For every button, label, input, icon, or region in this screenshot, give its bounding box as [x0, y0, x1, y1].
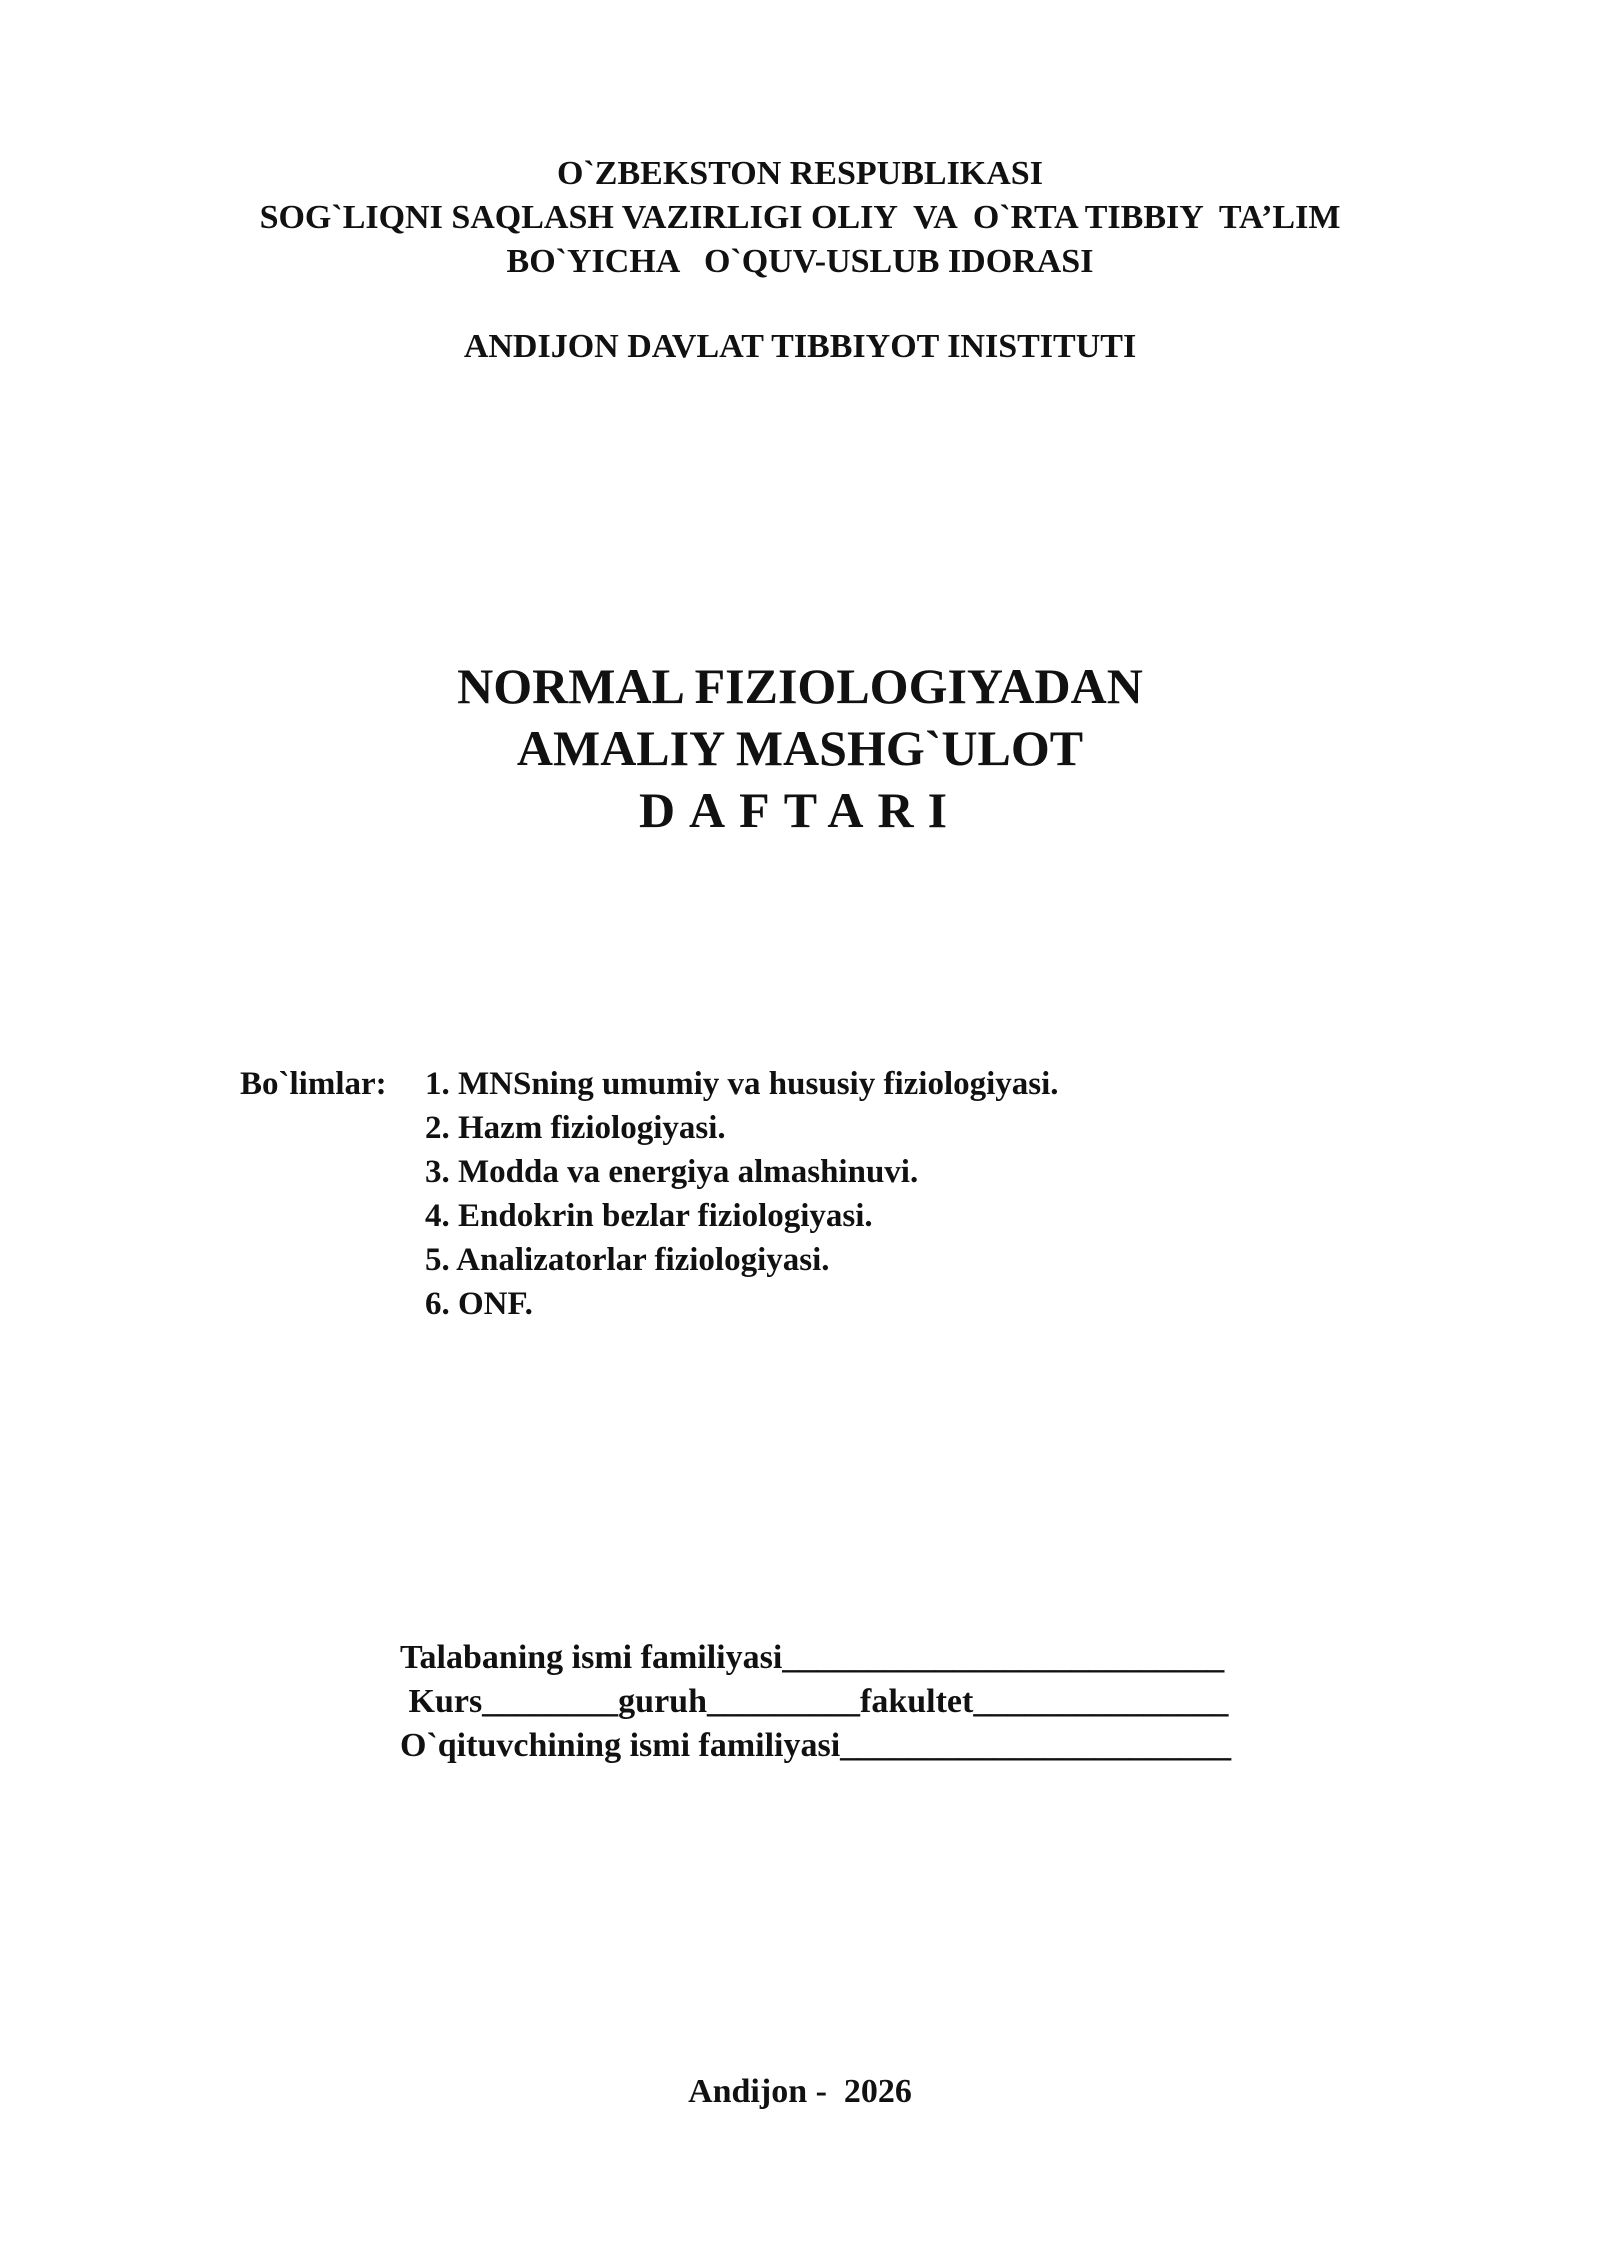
student-info-form [400, 1636, 1231, 1768]
title-line-3: DAFTARI [638, 782, 962, 838]
section-item: 4. Endokrin bezlar fiziologiyasi. [425, 1198, 873, 1234]
section-item: 6. ONF. [425, 1286, 533, 1322]
header-line-1: O`ZBEKSTON RESPUBLIKASI [557, 155, 1043, 192]
section-item: 1. MNSning umumiy va hususiy fiziologiyasi. [425, 1066, 1059, 1102]
section-item: 2. Hazm fiziologiyasi. [425, 1110, 726, 1146]
institute-name: ANDIJON DAVLAT TIBBIYOT INISTITUTI [463, 328, 1137, 365]
section-item: 3. Modda va energiya almashinuvi. [425, 1154, 919, 1190]
header-line-2: SOG`LIQNI SAQLASH VAZIRLIGI OLIY VA O`RTA TIBBIY TA’LIM [259, 199, 1341, 236]
student-name-line: Talabaning ismi familiyasi__________________________ [400, 1639, 1225, 1676]
teacher-name-line: O`qituvchining ismi familiyasi_______________________ [400, 1727, 1232, 1764]
title-line-2: AMALIY MASHG`ULOT [516, 720, 1084, 776]
course-group-faculty-line: Kurs________guruh_________fakultet_______________ [400, 1683, 1229, 1720]
sections-label: Bo`limlar: [240, 1066, 387, 1102]
ministry-header [0, 152, 1600, 284]
header-line-3: BO`YICHA O`QUV-USLUB IDORASI [506, 243, 1094, 280]
document-title [0, 655, 1600, 841]
sections-list [240, 1062, 1059, 1326]
title-line-1: NORMAL FIZIOLOGIYADAN [457, 658, 1143, 714]
sections-items [425, 1062, 1059, 1326]
section-item: 5. Analizatorlar fiziologiyasi. [425, 1242, 830, 1278]
city-year-footer: Andijon - 2026 [688, 2073, 912, 2110]
